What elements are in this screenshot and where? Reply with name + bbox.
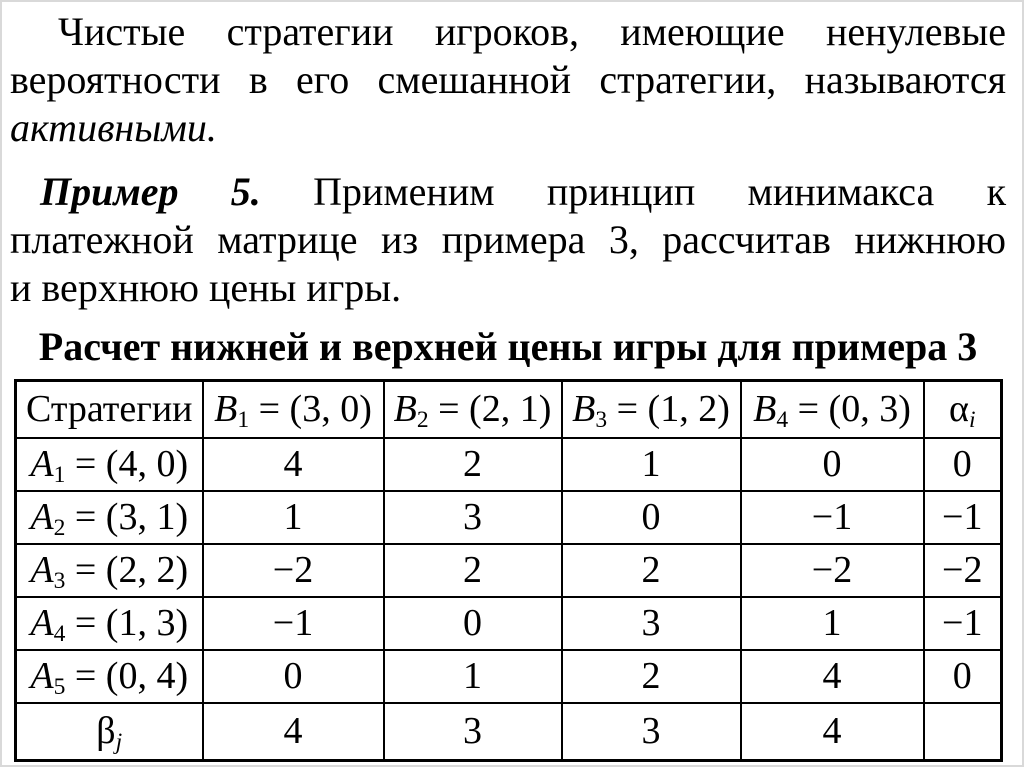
value-cell: 2 — [562, 650, 741, 703]
value-cell: 4 — [741, 703, 924, 761]
value-cell — [924, 703, 1002, 761]
row-header: $A_3 = (2$, 2) — [16, 544, 203, 597]
math-var: B — [753, 388, 777, 431]
text-line — [10, 8, 1006, 56]
text-line — [10, 56, 1006, 104]
value-cell: 3 — [562, 597, 741, 650]
value-cell: 2 — [384, 438, 562, 491]
math-subscript: 3 — [595, 407, 608, 434]
table-row — [16, 438, 1002, 491]
math-subscript: 2 — [416, 407, 429, 434]
value-cell: −2 — [203, 544, 384, 597]
value-cell: −1 — [924, 597, 1002, 650]
value-cell: 1 — [203, 491, 384, 544]
text-line — [10, 104, 1006, 152]
row-header — [16, 703, 203, 761]
paragraph-definition — [10, 8, 1006, 152]
column-header: $B_2 = (2$, 1) — [384, 381, 562, 438]
value-cell: 1 — [562, 438, 741, 491]
value-cell: 4 — [203, 703, 384, 761]
value-cell: −2 — [924, 544, 1002, 597]
value-cell: 0 — [203, 650, 384, 703]
value-cell: −1 — [924, 491, 1002, 544]
row-header: $A_4 = (1$, 3) — [16, 597, 203, 650]
strategy-payoff-table — [14, 379, 1003, 762]
value-cell: −2 — [741, 544, 924, 597]
text-line — [10, 264, 1006, 312]
value-cell: 0 — [562, 491, 741, 544]
math-subscript: j — [115, 729, 123, 756]
math-subscript: i — [968, 407, 976, 434]
math-var: B — [214, 388, 238, 431]
value-cell: 3 — [384, 703, 562, 761]
value-cell: 2 — [384, 544, 562, 597]
text-segment: вероятности в его смешанной стратегии, называются — [10, 57, 1006, 102]
column-header: Стратегии — [16, 381, 203, 438]
table-row — [16, 491, 1002, 544]
math-subscript: 1 — [53, 461, 66, 488]
math-var: B — [572, 388, 596, 431]
math-var: A — [30, 549, 54, 591]
math-var: A — [30, 443, 54, 485]
value-cell: 4 — [741, 650, 924, 703]
value-cell: 0 — [741, 438, 924, 491]
math-var: β — [96, 710, 116, 753]
math-subscript: 4 — [53, 620, 66, 647]
table-row — [16, 597, 1002, 650]
math-subscript: 2 — [53, 514, 66, 541]
text-segment: платежной матрице из примера 3, рассчитав нижнюю — [10, 217, 1006, 262]
column-header: $B_3 = (1$, 2) — [562, 381, 741, 438]
column-header — [924, 381, 1002, 438]
header-row — [16, 381, 1002, 438]
value-cell: 3 — [562, 703, 741, 761]
table-row — [16, 544, 1002, 597]
math-var: B — [393, 388, 417, 431]
math-subscript: 4 — [776, 407, 789, 434]
value-cell: 2 — [562, 544, 741, 597]
text-segment: Пример 5. — [40, 169, 261, 214]
column-header: $B_4 = (0$, 3) — [741, 381, 924, 438]
value-cell: 4 — [203, 438, 384, 491]
value-cell: 0 — [924, 438, 1002, 491]
row-header: $A_1 = (4$, 0) — [16, 438, 203, 491]
text-segment: Чистые стратегии игроков, имеющие ненулевые — [58, 9, 1006, 54]
text-segment: активными. — [10, 105, 217, 150]
value-cell: 0 — [384, 597, 562, 650]
text-segment: и верхнюю цены игры. — [10, 265, 402, 310]
body-text — [10, 8, 1006, 312]
table-row — [16, 650, 1002, 703]
row-header: $A_2 = (3$, 1) — [16, 491, 203, 544]
paragraph-example — [10, 168, 1006, 312]
table-title: Расчет нижней и верхней цены игры для примера 3 — [38, 324, 978, 369]
value-cell: 1 — [384, 650, 562, 703]
text-line — [10, 216, 1006, 264]
math-subscript: 1 — [237, 407, 250, 434]
math-var: α — [949, 388, 969, 431]
column-header: $B_1 = (3$, 0) — [203, 381, 384, 438]
row-header: $A_5 = (0$, 4) — [16, 650, 203, 703]
value-cell: 3 — [384, 491, 562, 544]
beta-row — [16, 703, 1002, 761]
value-cell: −1 — [741, 491, 924, 544]
math-var: A — [30, 602, 54, 644]
math-subscript: 5 — [53, 673, 66, 700]
math-subscript: 3 — [53, 567, 66, 594]
math-var: A — [30, 655, 54, 697]
value-cell: −1 — [203, 597, 384, 650]
value-cell: 1 — [741, 597, 924, 650]
text-line — [10, 168, 1006, 216]
math-var: A — [30, 496, 54, 538]
value-cell: 0 — [924, 650, 1002, 703]
text-segment: Применим принцип минимакса к — [260, 169, 1006, 214]
